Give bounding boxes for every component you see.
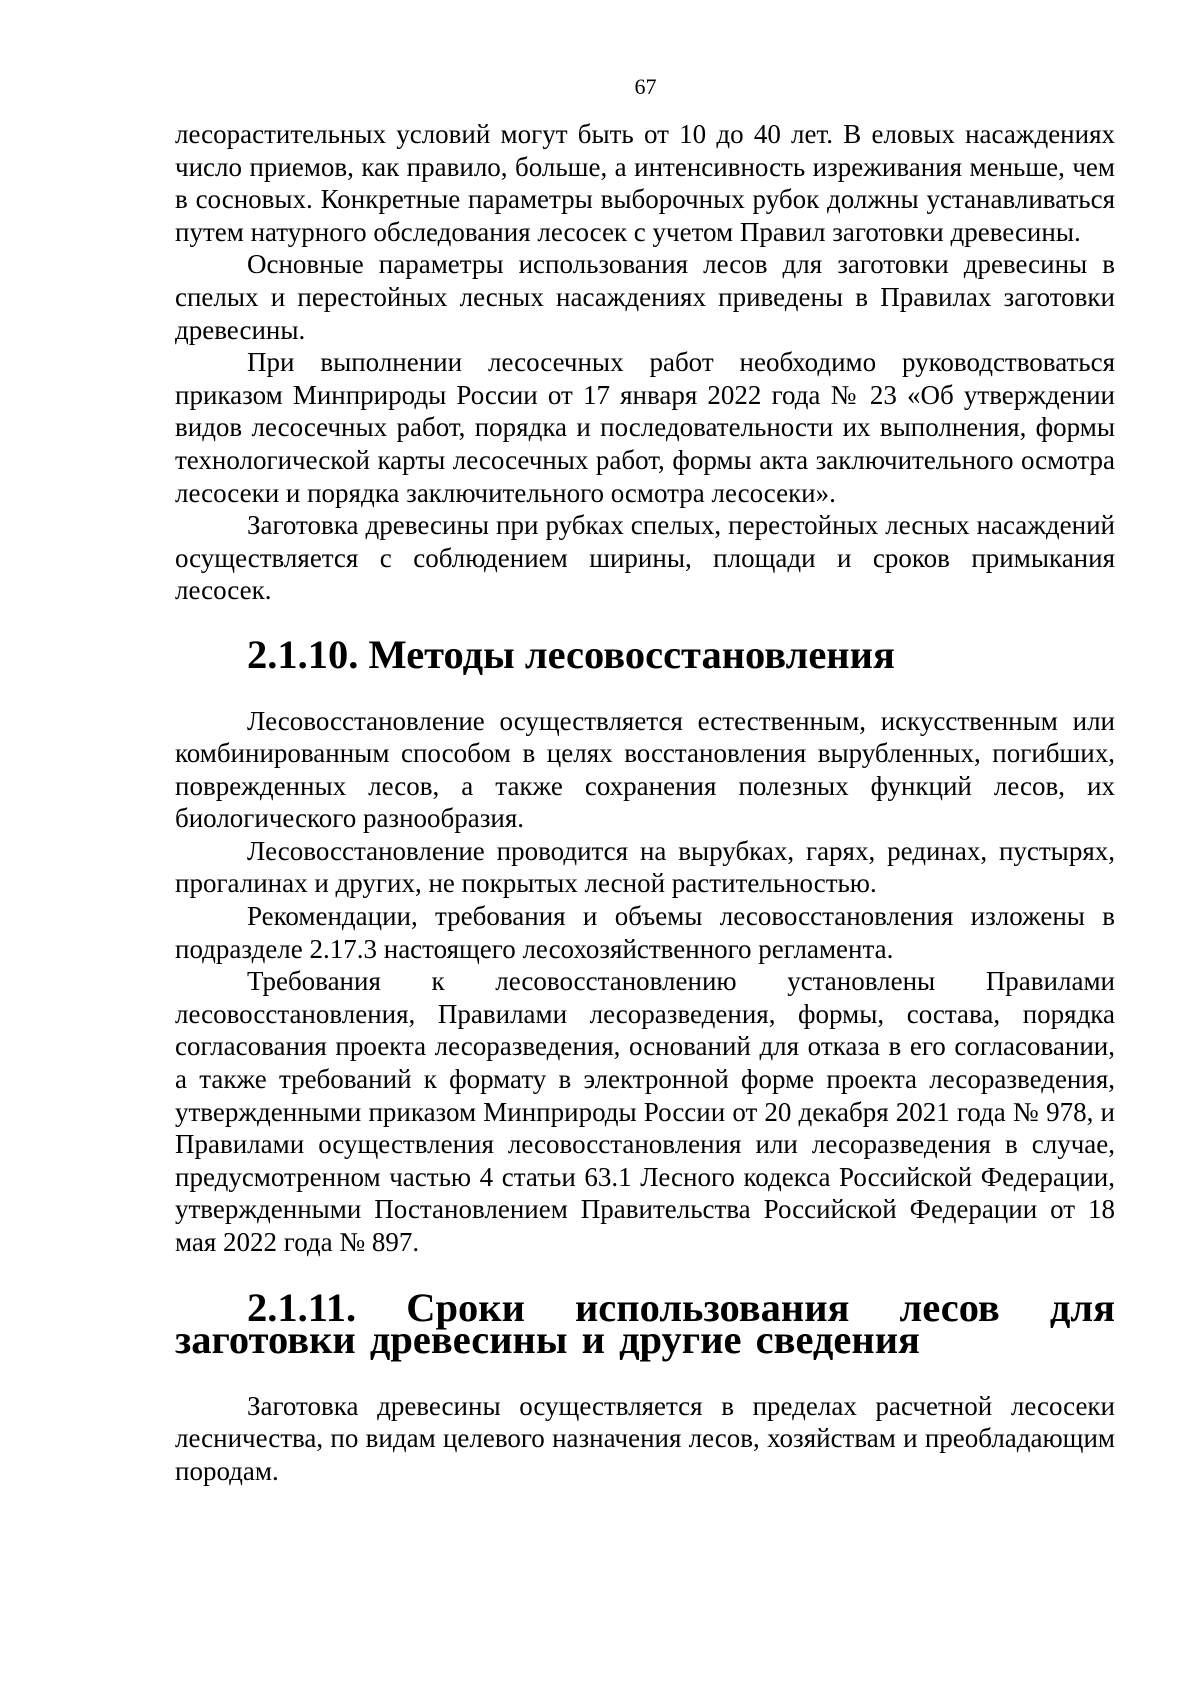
paragraph-reforestation-methods: Лесовосстановление осуществляется естественным, искусственным или комбинированным способом в целях восстановления вырубленных, погибших, поврежденных лесов, а также сохранения полезных функций лесов, их биологического разнообразия. bbox=[175, 705, 1115, 834]
paragraph-main-parameters: Основные параметры использования лесов для заготовки древесины в спелых и перестойных лесных насаждениях приведены в Правилах заготовки древесины. bbox=[175, 249, 1115, 345]
paragraph-reforestation-sites: Лесовосстановление проводится на вырубках, гарях, рединах, пустырях, прогалинах и других, не покрытых лесной растительностью. bbox=[175, 835, 1115, 899]
paragraph-logging-order: При выполнении лесосечных работ необходимо руководствоваться приказом Минприроды России от 17 января 2022 года № 23 «Об утверждении видов лесосечных работ, порядка и последовательности их выполнения, формы технологической карты лесосечных работ, формы акта заключительного осмотра лесосеки и порядка заключительного осмотра лесосеки». bbox=[175, 347, 1115, 508]
paragraph-harvesting-conditions: Заготовка древесины при рубках спелых, перестойных лесных насаждений осуществляется с соблюдением ширины, площади и сроков примыкания лесосек. bbox=[175, 510, 1115, 606]
paragraph-reforestation-recommendations: Рекомендации, требования и объемы лесовосстановления изложены в подразделе 2.17.3 настоящего лесохозяйственного регламента. bbox=[175, 901, 1115, 964]
paragraph-continuation: лесорастительных условий могут быть от 10 до 40 лет. В еловых насаждениях число приемов, как правило, больше, а интенсивность изреживания меньше, чем в сосновых. Конкретные параметры выборочных рубок должны устанавливаться путем натурного обследования лесосек с учетом Правил заготовки древесины. bbox=[175, 119, 1115, 247]
document-body bbox=[175, 118, 1115, 1488]
section-heading-2-1-11: 2.1.11. Сроки использования лесов для заготовки древесины и другие сведения bbox=[175, 1284, 1115, 1363]
paragraph-reforestation-requirements: Требования к лесовосстановлению установлены Правилами лесовосстановления, Правилами лесоразведения, формы, состава, порядка согласования проекта лесоразведения, оснований для отказа в его согласовании, а также требований к формату в электронной форме проекта лесоразведения, утвержденными приказом Минприроды России от 20 декабря 2021 года № 978, и Правилами осуществления лесовосстановления или лесоразведения в случае, предусмотренном частью 4 статьи 63.1 Лесного кодекса Российской Федерации, утвержденными Постановлением Правительства Российской Федерации от 18 мая 2022 года № 897. bbox=[175, 966, 1115, 1257]
paragraph-harvesting-limits: Заготовка древесины осуществляется в пределах расчетной лесосеки лесничества, по видам целевого назначения лесов, хозяйствам и преобладающим породам. bbox=[175, 1390, 1115, 1486]
page-number: 67 bbox=[634, 74, 657, 99]
section-heading-2-1-10: 2.1.10. Методы лесовосстановления bbox=[247, 631, 895, 677]
